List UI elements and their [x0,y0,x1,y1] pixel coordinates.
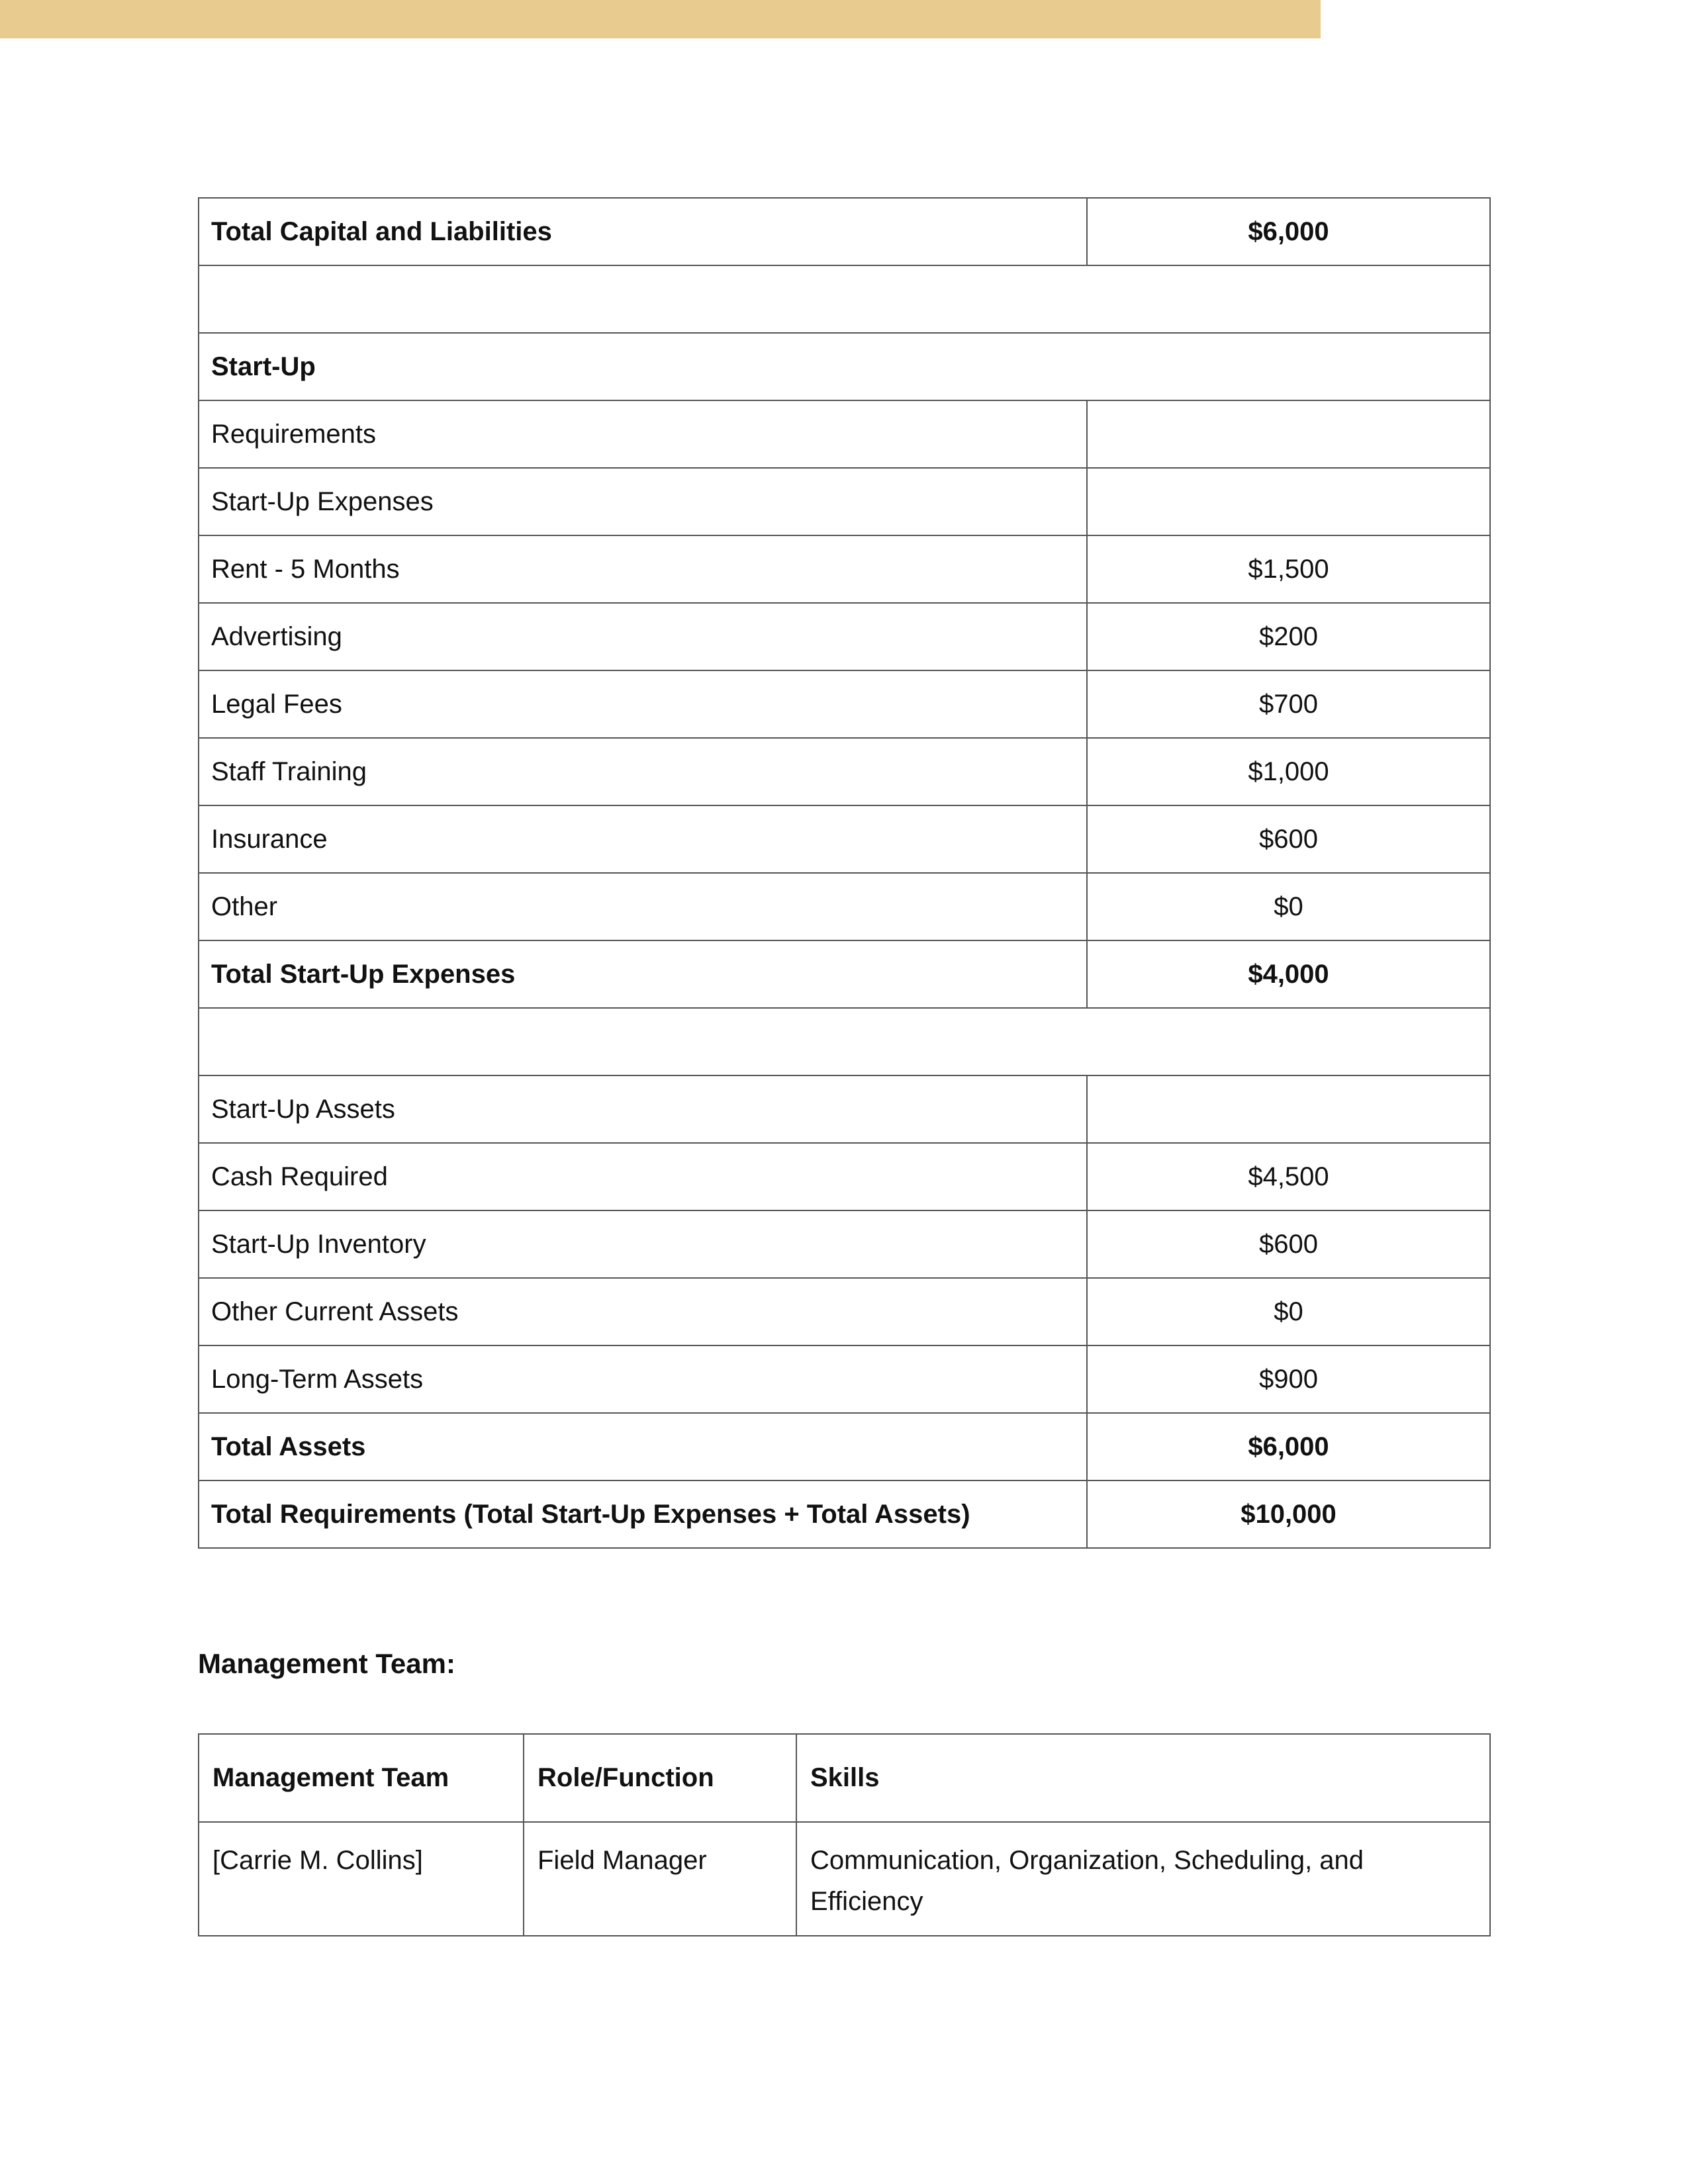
table-row [199,1075,1490,1143]
table-row [199,940,1490,1008]
row-label: Other Current Assets [199,1278,1087,1345]
row-label: Total Capital and Liabilities [199,198,1087,265]
spacer-row-cell [199,265,1490,333]
row-value: $4,000 [1087,940,1490,1008]
table-row [199,333,1490,400]
row-value [1087,1075,1490,1143]
table-row [199,1008,1490,1075]
header-accent-band [0,0,1321,38]
row-value: $0 [1087,873,1490,940]
table-row [199,805,1490,873]
row-label: Rent - 5 Months [199,535,1087,603]
row-value [1087,468,1490,535]
row-label: Cash Required [199,1143,1087,1210]
column-header-role-function: Role/Function [524,1734,796,1822]
row-label: Insurance [199,805,1087,873]
row-label: Advertising [199,603,1087,670]
row-value [1087,400,1490,468]
table-row [199,670,1490,738]
row-value: $200 [1087,603,1490,670]
row-value: $6,000 [1087,1413,1490,1480]
table-row [199,738,1490,805]
row-value: $600 [1087,1210,1490,1278]
table-row [199,1413,1490,1480]
table-row [199,1345,1490,1413]
row-value: $4,500 [1087,1143,1490,1210]
member-role: Field Manager [524,1822,796,1936]
row-value: $0 [1087,1278,1490,1345]
row-value: $1,500 [1087,535,1490,603]
table-row [199,603,1490,670]
spacer-row-cell [199,1008,1490,1075]
row-label: Legal Fees [199,670,1087,738]
row-label: Requirements [199,400,1087,468]
table-row [199,468,1490,535]
management-team-table [198,1733,1491,1936]
table-row [199,198,1490,265]
section-label: Start-Up [199,333,1490,400]
management-team-heading: Management Team: [198,1648,455,1679]
member-name: [Carrie M. Collins] [199,1822,524,1936]
row-value: $600 [1087,805,1490,873]
table-row [199,873,1490,940]
row-value: $700 [1087,670,1490,738]
table-row [199,1480,1490,1548]
table-row [199,1278,1490,1345]
row-label: Total Start-Up Expenses [199,940,1087,1008]
table-row [199,1822,1490,1936]
row-label: Start-Up Expenses [199,468,1087,535]
row-value: $10,000 [1087,1480,1490,1548]
row-label: Total Assets [199,1413,1087,1480]
row-label: Staff Training [199,738,1087,805]
column-header-skills: Skills [796,1734,1490,1822]
row-label: Start-Up Assets [199,1075,1087,1143]
row-label: Start-Up Inventory [199,1210,1087,1278]
table-row [199,535,1490,603]
column-header-management-team: Management Team [199,1734,524,1822]
startup-financial-table [198,197,1491,1549]
member-skills: Communication, Organization, Scheduling, and Efficiency [796,1822,1490,1936]
row-label: Total Requirements (Total Start-Up Expenses + Total Assets) [199,1480,1087,1548]
table-header-row [199,1734,1490,1822]
table-row [199,400,1490,468]
row-label: Other [199,873,1087,940]
row-label: Long-Term Assets [199,1345,1087,1413]
table-row [199,1143,1490,1210]
table-row [199,1210,1490,1278]
table-row [199,265,1490,333]
row-value: $900 [1087,1345,1490,1413]
row-value: $6,000 [1087,198,1490,265]
row-value: $1,000 [1087,738,1490,805]
